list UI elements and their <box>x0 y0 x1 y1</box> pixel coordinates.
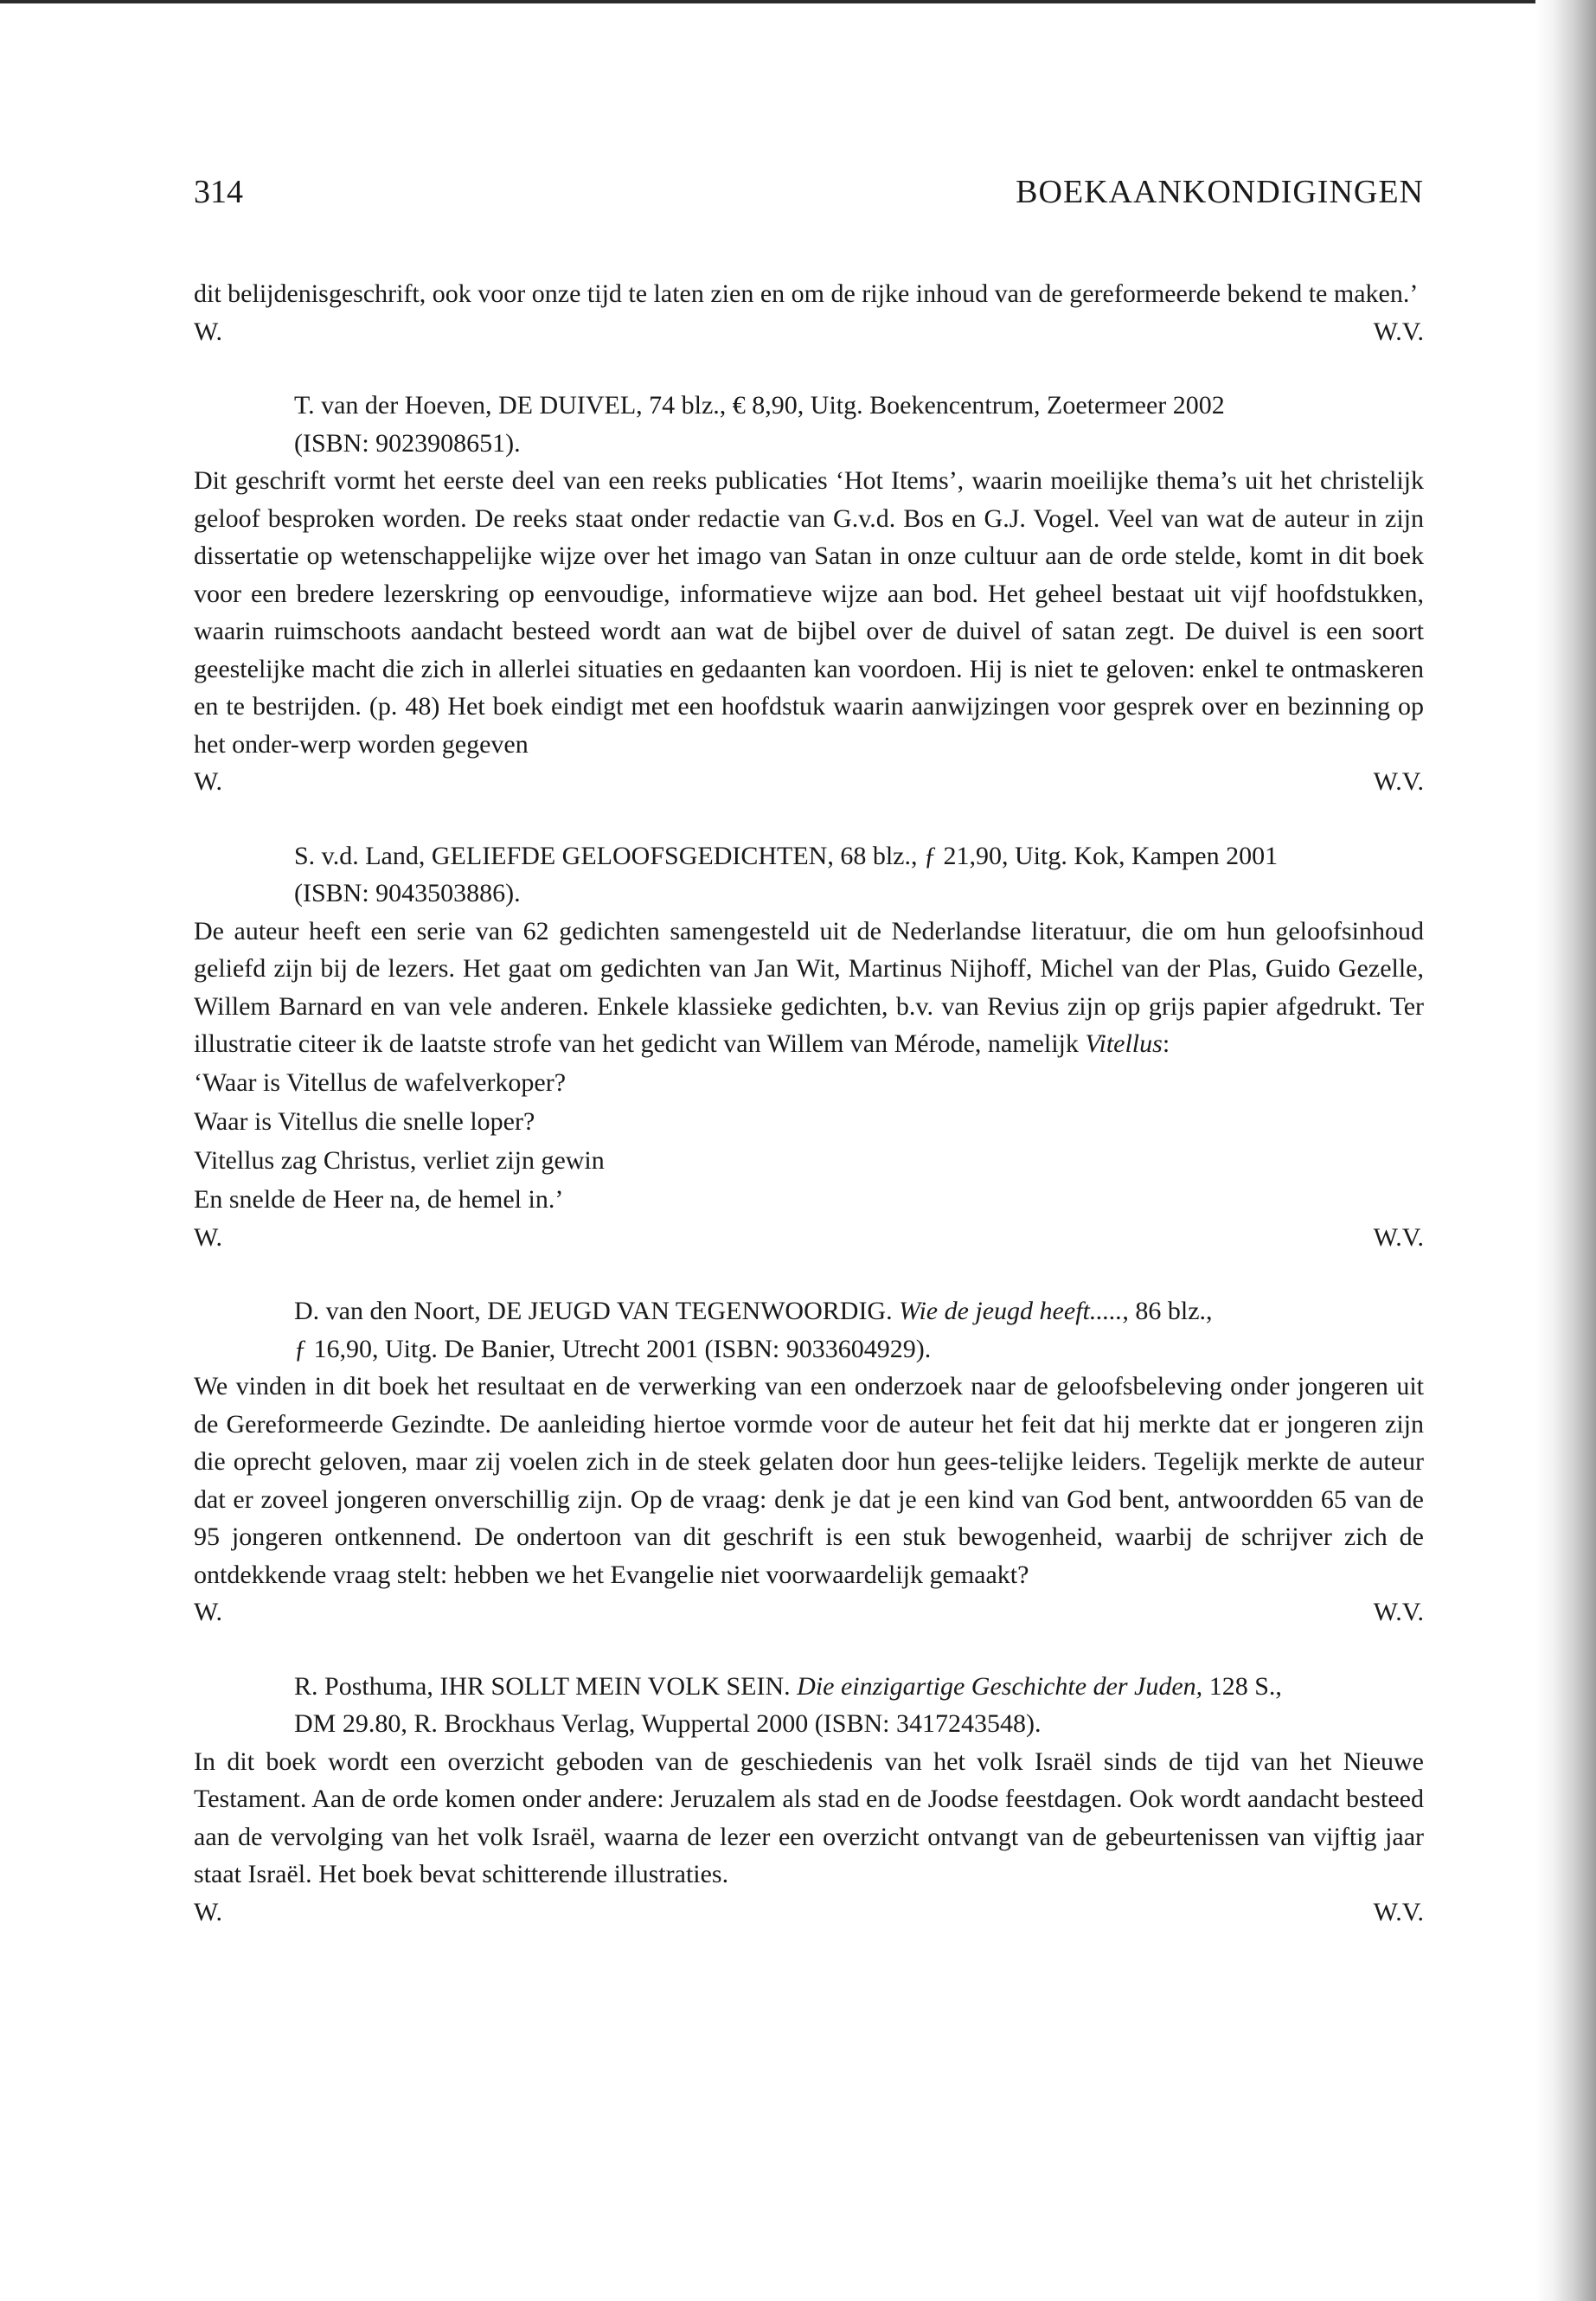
biblio-pages: , 86 blz., <box>1122 1297 1213 1325</box>
biblio-line <box>294 1668 1424 1706</box>
review-signature <box>194 1219 1424 1257</box>
poem-line: Waar is Vitellus die snelle loper? <box>194 1106 535 1136</box>
review-body: We vinden in dit boek het resultaat en de verwerking van een onderzoek naar de geloofsbeleving onder jongeren uit de Gereformeerde Gezindte. De aanleiding hiertoe vormde voor de auteur het feit dat hij merkte dat er jongeren zijn die oprecht geloven, maar zij voelen zich in de steek gelaten door hun gees-telijke leiders. Tegelijk merkte de auteur dat er zoveel jongeren onverschillig zijn. Op de vraag: denk je dat je een kind van God bent, antwoordden 65 van de 95 jongeren ontkennend. De ondertoon van dit geschrift is een stuk bewogenheid, waarbij de schrijver zich de ontdekkende vraag stelt: hebben we het Evangelie niet voorwaardelijk gemaakt? <box>194 1372 1424 1589</box>
bibliographic-reference <box>194 387 1424 462</box>
signature-left: W. <box>194 1598 223 1626</box>
biblio-line: T. van der Hoeven, DE DUIVEL, 74 blz., € 8,90, Uitg. Boekencentrum, Zoetermeer 2002 <box>294 391 1225 420</box>
bibliographic-reference <box>194 1292 1424 1368</box>
review-signature <box>194 1894 1424 1932</box>
signature-right: W.V. <box>1373 1897 1424 1926</box>
signature-right: W.V. <box>1373 1222 1424 1252</box>
review-entry <box>194 1668 1424 1932</box>
intro-signature <box>194 313 1424 351</box>
biblio-pages: 128 S., <box>1202 1671 1282 1701</box>
poem-title: Vitellus <box>1085 1029 1163 1058</box>
signature-right: W.V. <box>1373 317 1424 346</box>
biblio-line <box>294 1292 1424 1330</box>
review-entry <box>194 837 1424 1257</box>
page-content <box>194 173 1424 1931</box>
poem-line: Vitellus zag Christus, verliet zijn gewin <box>194 1145 605 1175</box>
biblio-subtitle: Die einzigartige Geschichte der Juden, <box>797 1671 1203 1701</box>
biblio-line: S. v.d. Land, GELIEFDE GELOOFSGEDICHTEN, 68 blz., ƒ 21,90, Uitg. Kok, Kampen 2001 <box>294 841 1279 870</box>
poem-quote <box>194 1063 1424 1219</box>
signature-left: W. <box>194 1222 223 1252</box>
intro-text: dit belijdenisgeschrift, ook voor onze tijd te laten zien en om de rijke inhoud van de gereformeerde bekend te maken.’ <box>194 279 1419 308</box>
signature-left: W. <box>194 767 223 796</box>
intro-block <box>194 275 1424 350</box>
poem-line: En snelde de Heer na, de hemel in.’ <box>194 1184 564 1214</box>
biblio-line: ƒ 16,90, Uitg. De Banier, Utrecht 2001 (ISBN: 9033604929). <box>294 1334 932 1363</box>
signature-left: W. <box>194 317 223 346</box>
biblio-line: DM 29.80, R. Brockhaus Verlag, Wuppertal 2000 (ISBN: 3417243548). <box>294 1709 1042 1738</box>
signature-left: W. <box>194 1897 223 1926</box>
review-signature <box>194 1593 1424 1631</box>
review-entry <box>194 1292 1424 1631</box>
review-body-text: De auteur heeft een serie van 62 gedichten samengesteld uit de Nederlandse literatuur, die om hun geloofsinhoud geliefd zijn bij de lezers. Het gaat om gedichten van Jan Wit, Martinus Nijhoff, Michel van der Plas, Guido Gezelle, Willem Barnard en van vele anderen. Enkele klassieke gedichten, b.v. van Revius zijn op grijs papier afgedrukt. Ter illustratie citeer ik de laatste strofe van het gedicht van Willem van Mérode, namelijk <box>194 916 1424 1058</box>
review-entry <box>194 387 1424 801</box>
review-body <box>194 913 1424 1063</box>
review-body-tail: : <box>1162 1029 1170 1058</box>
biblio-subtitle: Wie de jeugd heeft..... <box>899 1297 1123 1325</box>
top-rule <box>0 0 1557 3</box>
biblio-line: (ISBN: 9023908651). <box>294 428 521 458</box>
bibliographic-reference <box>194 1668 1424 1743</box>
biblio-author-title: R. Posthuma, IHR SOLLT MEIN VOLK SEIN. <box>294 1671 791 1701</box>
review-body: In dit boek wordt een overzicht geboden van de geschiedenis van het volk Israël sinds de tijd van het Nieuwe Testament. Aan de orde komen onder andere: Jeruzalem als stad en de Joodse feestdagen. Ook wordt aandacht besteed aan de vervolging van het volk Israël, waarna de lezer een overzicht ontvangt van de gebeurtenissen van vijftig jaar staat Israël. Het boek bevat schitterende illustraties. <box>194 1747 1424 1888</box>
page-number: 314 <box>194 174 243 210</box>
signature-right: W.V. <box>1373 767 1424 796</box>
section-title: BOEKAANKONDIGINGEN <box>1016 174 1424 210</box>
poem-line: ‘Waar is Vitellus de wafelverkoper? <box>194 1067 567 1097</box>
page-edge-shadow <box>1535 0 1596 2301</box>
signature-right: W.V. <box>1373 1598 1424 1626</box>
review-signature <box>194 763 1424 801</box>
review-body: Dit geschrift vormt het eerste deel van een reeks publicaties ‘Hot Items’, waarin moeilijke thema’s uit het christelijk geloof besproken worden. De reeks staat onder redactie van G.v.d. Bos en G.J. Vogel. Veel van wat de auteur in zijn dissertatie op wetenschappelijke wijze over het imago van Satan in onze cultuur aan de orde stelde, komt in dit boek voor een bredere lezerskring op eenvoudige, informatieve wijze aan bod. Het geheel bestaat uit vijf hoofdstukken, waarin ruimschoots aandacht besteed wordt aan wat de bijbel over de duivel of satan zegt. De duivel is een soort geestelijke macht die zich in allerlei situaties en gedaanten kan voordoen. Hij is niet te geloven: enkel te ontmaskeren en te bestrijden. (p. 48) Het boek eindigt met een hoofdstuk waarin aanwijzingen voor gesprek over en bezinning op het onder-werp worden gegeven <box>194 466 1424 759</box>
biblio-author-title: D. van den Noort, DE JEUGD VAN TEGENWOORDIG. <box>294 1297 893 1325</box>
bibliographic-reference <box>194 837 1424 913</box>
biblio-line: (ISBN: 9043503886). <box>294 879 521 907</box>
running-head <box>194 173 1424 221</box>
